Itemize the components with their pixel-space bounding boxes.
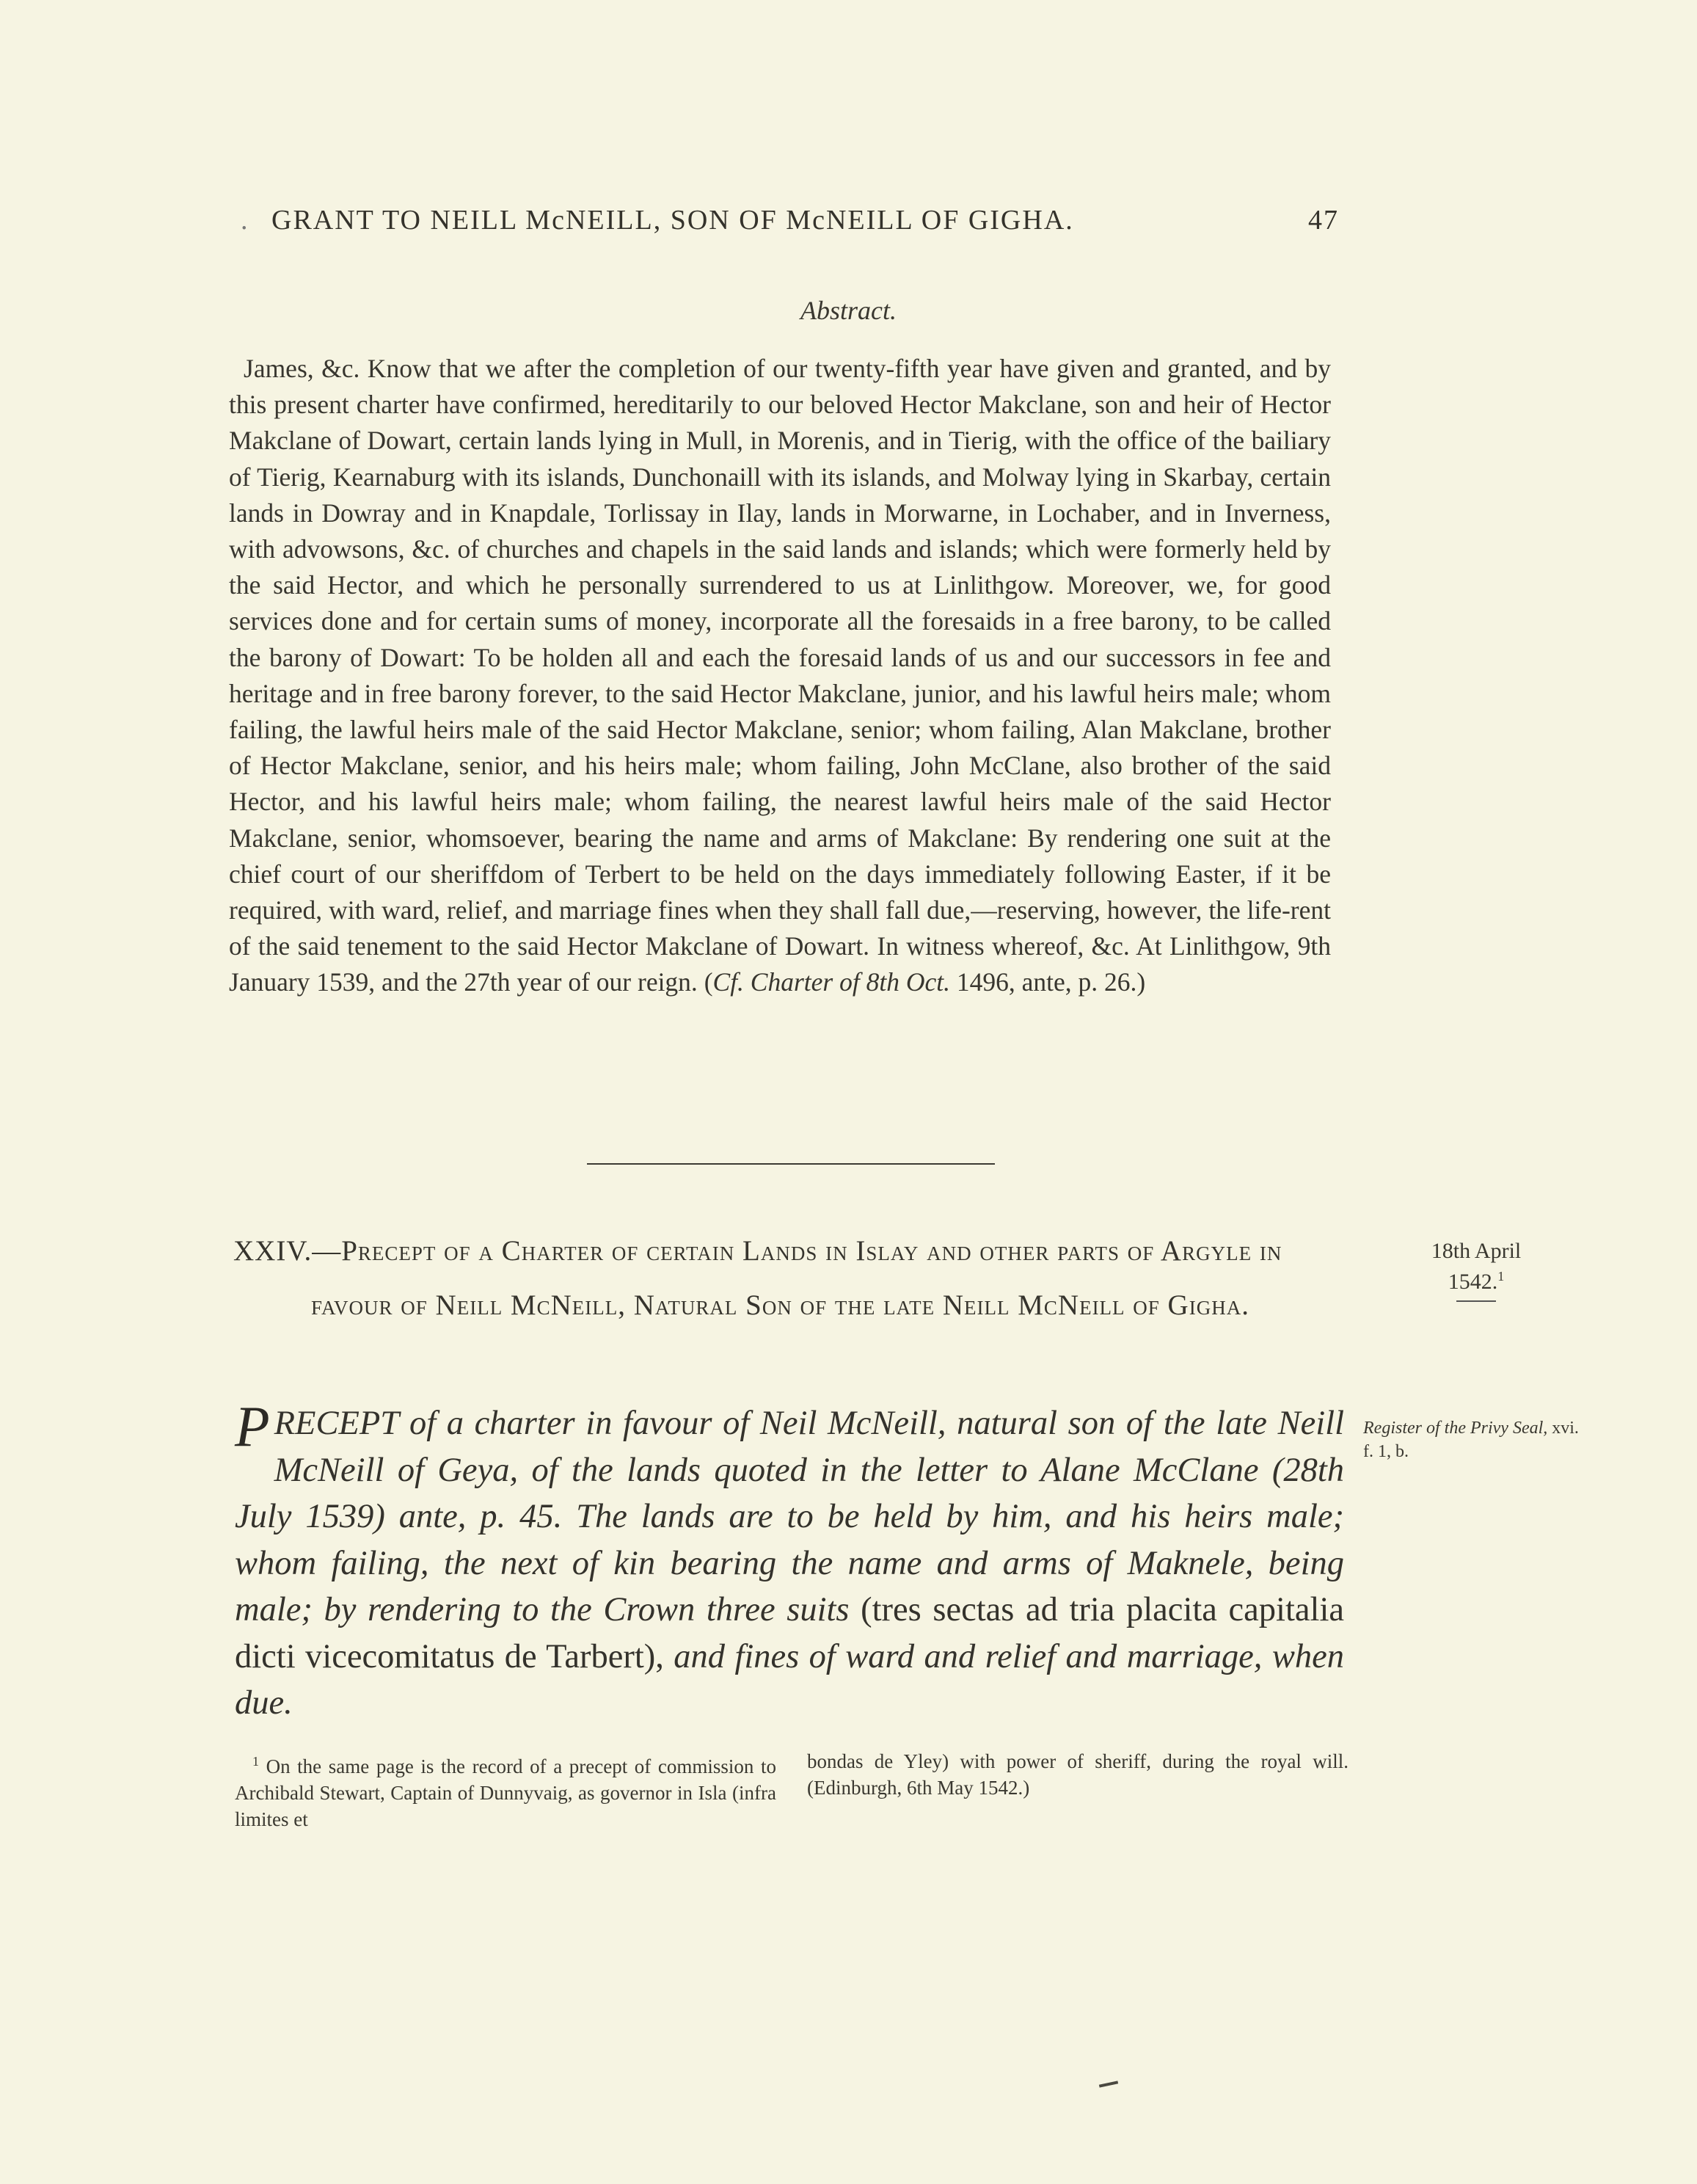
abstract-heading: Abstract.: [800, 296, 897, 325]
margin-date-day: 18th April: [1431, 1239, 1522, 1263]
margin-date-year: 1542.: [1448, 1270, 1498, 1294]
page-number: 47: [1308, 205, 1339, 236]
abstract-text: James, &c. Know that we after the completion of our twenty-fifth year have given and granted, and by this present charter have confirmed, hereditarily to our beloved Hector Makclane, son and heir of Hector Makclane of Dowart, certain lands lying in Mull, in Morenis, and in Tierig, with the office of the bailiary of Tierig, Kearnaburg with its islands, Dunchonaill with its islands, and Molway lying in Skarbay, certain lands in Dowray and in Knapdale, Torlissay in Ilay, lands in Morwarne, in Lochaber, and in Inverness, with advowsons, &c. of churches and chapels in the said lands and islands; which were formerly held by the said Hector, and which he personally surrendered to us at Linlithgow. Moreover, we, for good services done and for certain sums of money, incorporate all the foresaids in a free barony, to be called the barony of Dowart: To be holden all and each the foresaid lands of us and our successors in fee and heritage and in free barony forever, to the said Hector Makclane, junior, and his lawful heirs male; whom failing, the lawful heirs male of the said Hector Makclane, senior; whom failing, Alan Makclane, brother of Hector Makclane, senior, and his heirs male; whom failing, John McClane, also brother of the said Hector, and his lawful heirs male; whom failing, the nearest lawful heirs male of the said Hector Makclane, senior, whomsoever, bearing the name and arms of Makclane: By rendering one suit at the chief court of our sheriffdom of Terbert to be held on the days immediately following Easter, if it be required, with ward, relief, and marriage fines when they shall fall due,—reserving, however, the life-rent of the said tenement to the said Hector Makclane of Dowart. In witness whereof, &c. At Linlithgow, 9th January 1539, and the 27th year of our reign.: [229, 354, 1331, 997]
precept-text-italic-1: RECEPT of a charter in favour of Neil McNeill, natural son of the late Neill McNeill of Geya, of the lands quoted in the letter to Alane McClane (28th July 1539) ante, p. 45. The lands are to be held by him, and his heirs male; whom failing, the next of kin bearing the name and arms of Maknele, being male; by rendering to the Crown three suits: [235, 1405, 1344, 1628]
crossref-italic: Cf. Charter of 8th Oct.: [712, 967, 950, 997]
crossref-open: (: [704, 967, 713, 997]
page-blemish: [1099, 2081, 1118, 2087]
margin-date-dash: [1456, 1300, 1496, 1302]
running-head-title: GRANT TO NEILL McNEILL, SON OF McNEILL OF GIGHA.: [271, 205, 1074, 236]
footnote-right-text: bondas de Yley) with power of sheriff, during the royal will. (Edinburgh, 6th May 1542.): [807, 1750, 1349, 1799]
crossref-rest: 1496, ante, p. 26.): [949, 967, 1146, 997]
footnote-mark: 1: [252, 1754, 259, 1769]
precept-dropcap: P: [235, 1394, 270, 1458]
footnote-right-column: [807, 1748, 1349, 1801]
precept-text-italic-2: and fines of ward and relief and marriage, when due.: [235, 1637, 1344, 1722]
footnote-ref-mark: 1: [1497, 1269, 1505, 1284]
section-heading-line1: —Precept of a Charter of certain Lands in Islay and other: [312, 1235, 1050, 1267]
section-divider: [587, 1163, 995, 1165]
section-heading: [233, 1224, 1341, 1333]
margin-reference: [1363, 1416, 1583, 1463]
running-head-mark: .: [241, 205, 249, 236]
footnote-left-column: [235, 1748, 776, 1832]
running-head: [241, 204, 1339, 236]
margin-date: [1410, 1239, 1542, 1302]
section-heading-line2: parts of Argyle in favour of Neill McNeill, Natural Son of the: [311, 1235, 1282, 1321]
precept-text-latin: (tres sectas ad tria placita capitalia dicti vicecomitatus de Tarbert),: [235, 1591, 1344, 1675]
margin-reference-folio: xvi. f. 1, b.: [1363, 1419, 1579, 1461]
footnote-left-text: On the same page is the record of a precept of commission to Archibald Stewart, Captain of Dunnyvaig, as governor in Isla (infra limites et: [235, 1755, 776, 1830]
section-heading-line3: late Neill McNeill of Gigha.: [883, 1289, 1249, 1321]
abstract-body: [229, 351, 1331, 1001]
section-number: XXIV.: [233, 1235, 313, 1267]
margin-reference-source: Register of the Privy Seal,: [1363, 1419, 1548, 1438]
precept-body: [235, 1394, 1344, 1727]
